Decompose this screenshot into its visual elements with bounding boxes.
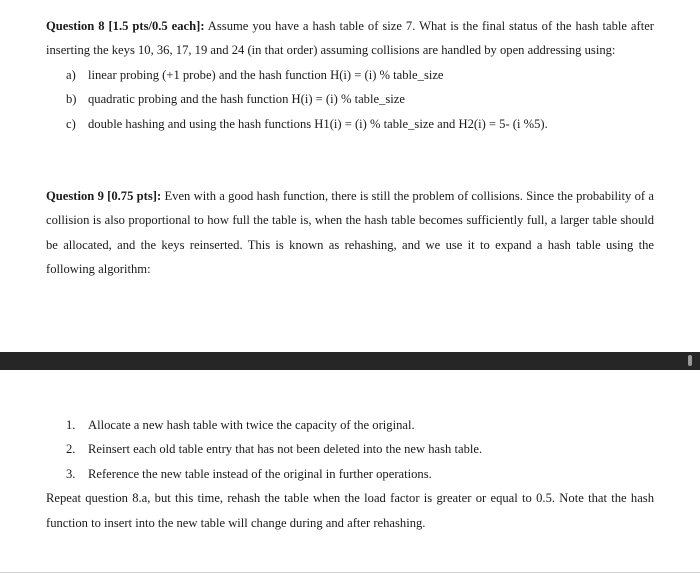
option-a [46,63,654,87]
page-divider-bar [0,352,700,370]
option-c [46,112,654,136]
question-8-block [46,14,654,136]
question-8-options [46,63,654,136]
step-2-marker: 2. [66,442,76,457]
rehash-steps [46,413,654,486]
page-bottom-border [0,572,700,573]
question-9-paragraph [46,184,654,282]
question-8-label: Question 8 [1.5 pts/0.5 each]: [46,19,205,33]
question-9-block [46,184,654,282]
option-a-text: linear probing (+1 probe) and the hash function H(i) = (i) % table_size [88,67,444,82]
question-9-text: Even with a good hash function, there is still the problem of collisions. Since the probability of a collision is also proportional to how full the table is, when the hash table becomes sufficiently full, a larger table should be allocated, and the keys reinserted. This is known as rehashing, and we use it to expand a hash table using the following algorithm: [46,189,654,277]
repeat-instruction: Repeat question 8.a, but this time, rehash the table when the load factor is greater or equal to 0.5. Note that the hash function to insert into the new table will change during and after rehashing. [46,491,654,530]
option-b [46,87,654,111]
question-8-paragraph [46,14,654,63]
step-1-marker: 1. [66,418,76,432]
step-2-text: Reinsert each old table entry that has not been deleted into the new hash table. [88,442,483,457]
step-3-text: Reference the new table instead of the original in further operations. [88,466,432,481]
option-c-marker: c) [66,116,76,131]
option-a-marker: a) [66,67,76,82]
rehash-step-1 [46,413,654,437]
question-9-label: Question 9 [0.75 pts]: [46,189,162,203]
step-1-text: Allocate a new hash table with twice the capacity of the original. [88,418,415,432]
rehash-step-3 [46,462,654,486]
option-c-text: double hashing and using the hash functions H1(i) = (i) % table_size and H2(i) = 5- (i %5). [88,116,548,131]
question-8-text: Assume you have a hash table of size 7. What is the final status of the hash table after inserting the keys 10, 36, 17, 19 and 24 (in that order) assuming collisions are handled by open addressing using: [46,19,654,58]
option-b-text: quadratic probing and the hash function H(i) = (i) % table_size [88,92,405,107]
scroll-handle[interactable] [688,355,692,366]
question-9-continued [46,413,654,535]
step-3-marker: 3. [66,466,76,481]
rehash-step-2 [46,437,654,461]
option-b-marker: b) [66,92,77,107]
